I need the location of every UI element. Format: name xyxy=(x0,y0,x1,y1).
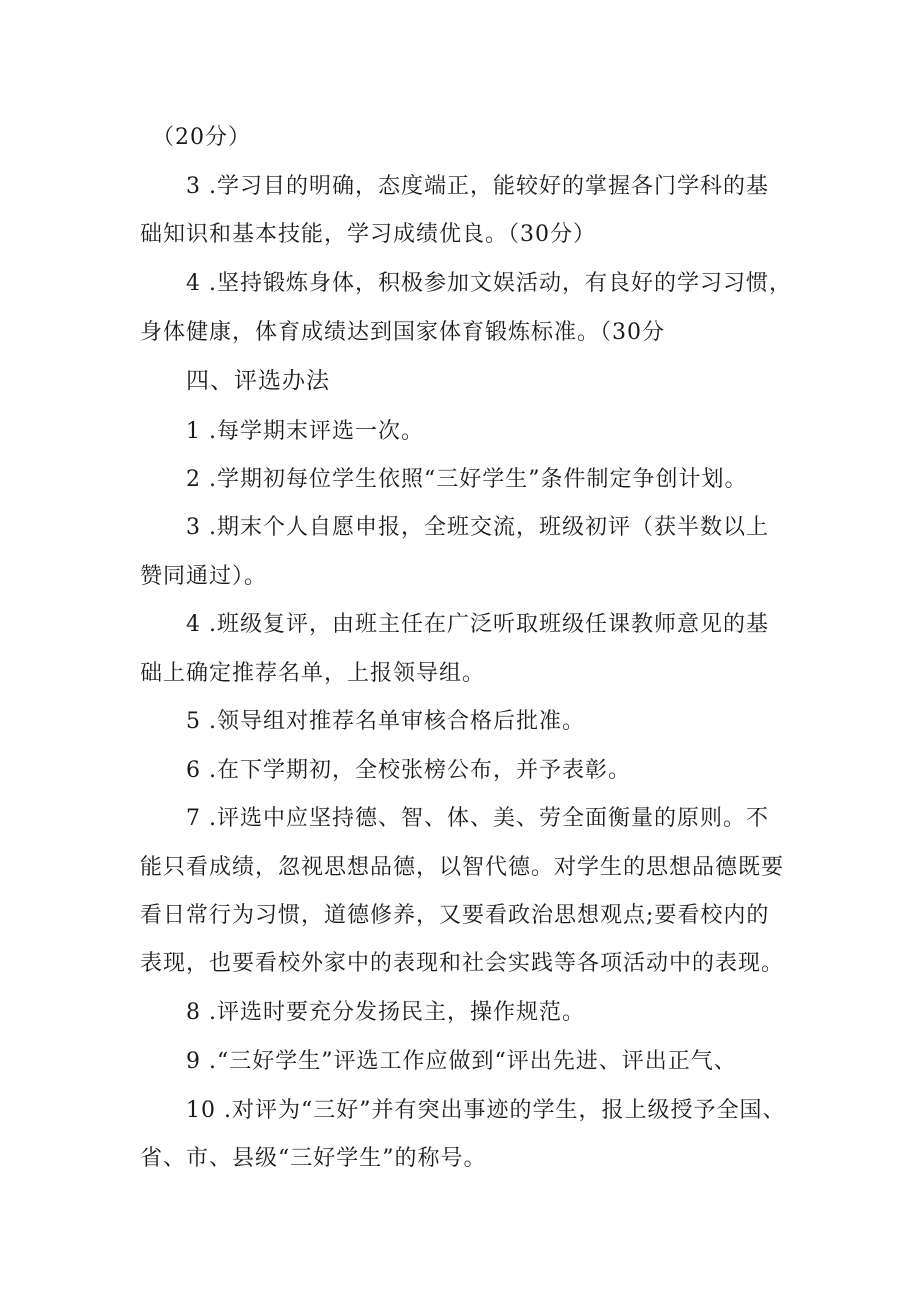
method-10-line-1: 10 .对评为“三好”并有突出事迹的学生，报上级授予全国、 xyxy=(186,1098,786,1123)
method-4-line-2: 础上确定推荐名单，上报领导组。 xyxy=(140,661,486,686)
criteria-3-line-2: 础知识和基本技能，学习成绩优良。（30分） xyxy=(140,222,596,247)
method-8-line: 8 .评选时要充分发扬民主，操作规范。 xyxy=(186,1000,585,1025)
method-5-line: 5 .领导组对推荐名单审核合格后批准。 xyxy=(186,709,585,734)
section-heading-selection-method: 四、评选办法 xyxy=(186,368,330,394)
method-7-line-2: 能只看成绩，忽视思想品德，以智代德。对学生的思想品德既要 xyxy=(140,855,785,880)
method-3-line-1: 3 .期末个人自愿申报，全班交流，班级初评（获半数以上 xyxy=(186,515,769,540)
method-7-line-1: 7 .评选中应坚持德、智、体、美、劳全面衡量的原则。不 xyxy=(186,806,769,831)
method-10-line-2: 省、市、县级“三好学生”的称号。 xyxy=(140,1146,487,1171)
score-note-line: （20分） xyxy=(152,125,251,150)
method-7-line-3: 看日常行为习惯，道德修养，又要看政治思想观点;要看校内的 xyxy=(140,903,770,928)
criteria-3-line-1: 3 .学习目的明确，态度端正，能较好的掌握各门学科的基 xyxy=(186,174,769,199)
method-1-line: 1 .每学期末评选一次。 xyxy=(186,419,424,444)
method-3-line-2: 赞同通过）。 xyxy=(140,564,268,589)
criteria-4-line-2: 身体健康，体育成绩达到国家体育锻炼标准。（30分 xyxy=(140,320,665,345)
method-2-line: 2 .学期初每位学生依照“三好学生”条件制定争创计划。 xyxy=(186,467,748,492)
method-9-line: 9 .“三好学生”评选工作应做到“评出先进、评出正气、 xyxy=(186,1049,737,1074)
criteria-4-line-1: 4 .坚持锻炼身体，积极参加文娱活动，有良好的学习习惯， xyxy=(186,271,792,296)
method-6-line: 6 .在下学期初，全校张榜公布，并予表彰。 xyxy=(186,758,631,783)
method-4-line-1: 4 .班级复评，由班主任在广泛听取班级任课教师意见的基 xyxy=(186,612,769,637)
method-7-line-4: 表现，也要看校外家中的表现和社会实践等各项活动中的表现。 xyxy=(140,951,785,976)
